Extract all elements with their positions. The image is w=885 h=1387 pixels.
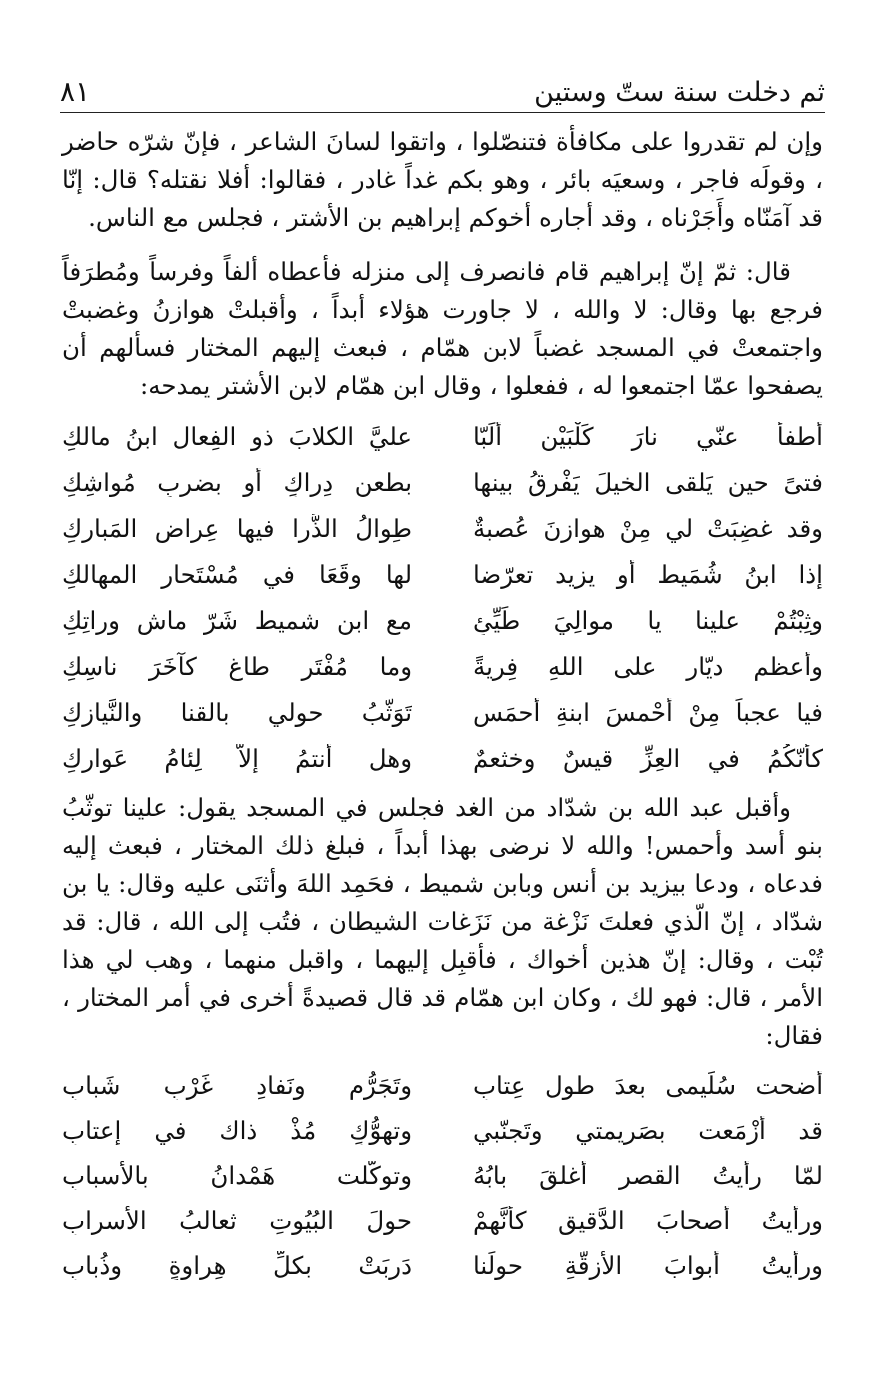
verse-second-hemistich: وتوكّلت هَمْدانُ بالأَسبابِ (62, 1161, 413, 1190)
verse-first-hemistich: فيا عجباً مِنْ أَحْمسَ ابنةِ أَحمَسٍ (472, 697, 823, 727)
verse-line (62, 1063, 823, 1108)
verse-second-hemistich: وما مُفْتَرٍ طاغٍ كآخَرَ ناسِكِ (62, 651, 413, 681)
verse-first-hemistich: قد أزْمَعت بصَريمتي وتَجنّبي (472, 1116, 823, 1145)
verse-second-hemistich: لها وقَعَا في مُسْتَحارِ المهالكِ (62, 559, 413, 589)
page-number: ٨١ (60, 75, 91, 108)
verse-second-hemistich: عليَّ الكلابَ ذو الفِعال ابنُ مالكِ (62, 421, 413, 451)
verse-line (62, 1198, 823, 1243)
verse-line (62, 1153, 823, 1198)
verse-second-hemistich: بطعنِ دِراكٍ أو بضربٍ مُواشِكِ (62, 467, 413, 497)
verse-first-hemistich: وثِبْتُمْ علينا يا موالِيَ طَيِّئٍ (472, 605, 823, 635)
verse-line (62, 413, 823, 459)
verse-first-hemistich: كأنّكُمُ في العِزِّ قيسٌ وخثعمٌ (472, 743, 823, 773)
verse-first-hemistich: أطفأَ عنّي نارَ كَلْبَيْنِ أَلَبّا (472, 421, 823, 451)
verse-line (62, 597, 823, 643)
verse-second-hemistich: وتَجَرُّمٍ ونَفادِ غَرْبِ شَبابِ (62, 1071, 413, 1100)
verse-second-hemistich: حولَ البُيُوتِ ثعالبُ الأَسرابِ (62, 1206, 413, 1235)
verse-first-hemistich: وأعظمِ ديّارٍ على اللهِ فِريةً (472, 651, 823, 681)
verse-second-hemistich: وتهوُّكٍ مُذْ ذاك في إعتابِ (62, 1116, 413, 1145)
paragraph-2: قال: ثمّ إنّ إبراهيم قام فانصرف إلى منزله فأعطاه ألفاً وفرساً ومُطرَفاً فرجع بها وقال: لا والله ، لا جاورت هؤلاء أبداً ، وأقبلتْ هوازنُ وغضبتْ واجتمعتْ في المسجد غضباً لابن همّام ، فبعث إليهم المختار فسألهم أن يصفحوا عمّا اجتمعوا له ، ففعلوا ، وقال ابن همّام لابن الأشتر يمدحه: (62, 257, 823, 400)
paragraph-1: وإن لم تقدروا على مكافأة فتنصّلوا ، واتقوا لسانَ الشاعر ، فإنّ شرّه حاضر ، وقولَه فاجر ، وسعيَه بائر ، وهو بكم غداً غادر ، فقالوا: أفلا نقتله؟ قال: إنّا قد آمَنّاه وأَجَرْناه ، وقد أجاره أخوكم إبراهيم بن الأشتر ، فجلس مع الناس. (62, 127, 823, 232)
verse-line (62, 551, 823, 597)
chapter-title: ثم دخلت سنة ستّ وستين (534, 77, 825, 108)
verse-second-hemistich: مع ابن شميط شَرّ ماشٍ وراتِكِ (62, 605, 413, 635)
verse-first-hemistich: ورأيتُ أبوابَ الأزِقّةِ حولَنا (472, 1251, 823, 1280)
verse-second-hemistich: دَرِبَتْ بكلِّ هِراوةٍ وذُبابِ (62, 1251, 413, 1280)
verse-first-hemistich: فتىً حين يَلقى الخيلَ يَفْرقُ بينها (472, 467, 823, 497)
paragraph-3: وأقبل عبد الله بن شدّاد من الغد فجلس في المسجد يقول: علينا توثّبُ بنو أسد وأحمس! والله لا نرضى بهذا أبداً ، فبلغ ذلك المختار ، فبعث إليه فدعاه ، ودعا بيزيد بن أنس وبابن شميط ، فحَمِد اللهَ وأثنَى عليه وقال: يا بن شدّاد ، إنّ الّذي فعلتَ نَزْغة من نَزَغات الشيطان ، فتُب إلى الله ، قال: قد تُبْت ، وقال: إنّ هذين أخواك ، فأقبِل إليهما ، واقبل منهما ، وهب لي هذا الأمر ، قال: فهو لك ، وكان ابن همّام قد قال قصيدةً أخرى في أمر المختار ، فقال: (62, 793, 823, 1050)
verse-first-hemistich: وقد غضِبَتْ لي مِنْ هوازنَ عُصبةٌ (472, 513, 823, 543)
verse-first-hemistich: أضحت سُلَيمى بعدَ طولِ عِتابِ (472, 1071, 823, 1100)
verse-line (62, 505, 823, 551)
verse-first-hemistich: ورأيتُ أصحابَ الدَّقيقِ كأنَّهمْ (472, 1206, 823, 1235)
verse-line (62, 1108, 823, 1153)
verse-second-hemistich: طِوالُ الذُّرا فيها عِراض المَبارِكِ (62, 513, 413, 543)
verse-first-hemistich: لمّا رأيتُ القصر أُغلقَ بابُهُ (472, 1161, 823, 1190)
running-header (60, 58, 825, 113)
verse-first-hemistich: إذا ابنُ شُمَيط أو يزيد تعرّضا (472, 559, 823, 589)
verse-line (62, 459, 823, 505)
verse-second-hemistich: وهل أنتمُ إلاّ لِئامُ عَوارِكِ (62, 743, 413, 773)
poem-2 (62, 1063, 823, 1288)
poem-1 (62, 413, 823, 781)
verse-line (62, 735, 823, 781)
verse-second-hemistich: تَوَثّبُ حولي بالقنا والنَّيازِكِ (62, 697, 413, 727)
page-body (62, 123, 823, 1296)
verse-line (62, 643, 823, 689)
verse-line (62, 1243, 823, 1288)
verse-line (62, 689, 823, 735)
